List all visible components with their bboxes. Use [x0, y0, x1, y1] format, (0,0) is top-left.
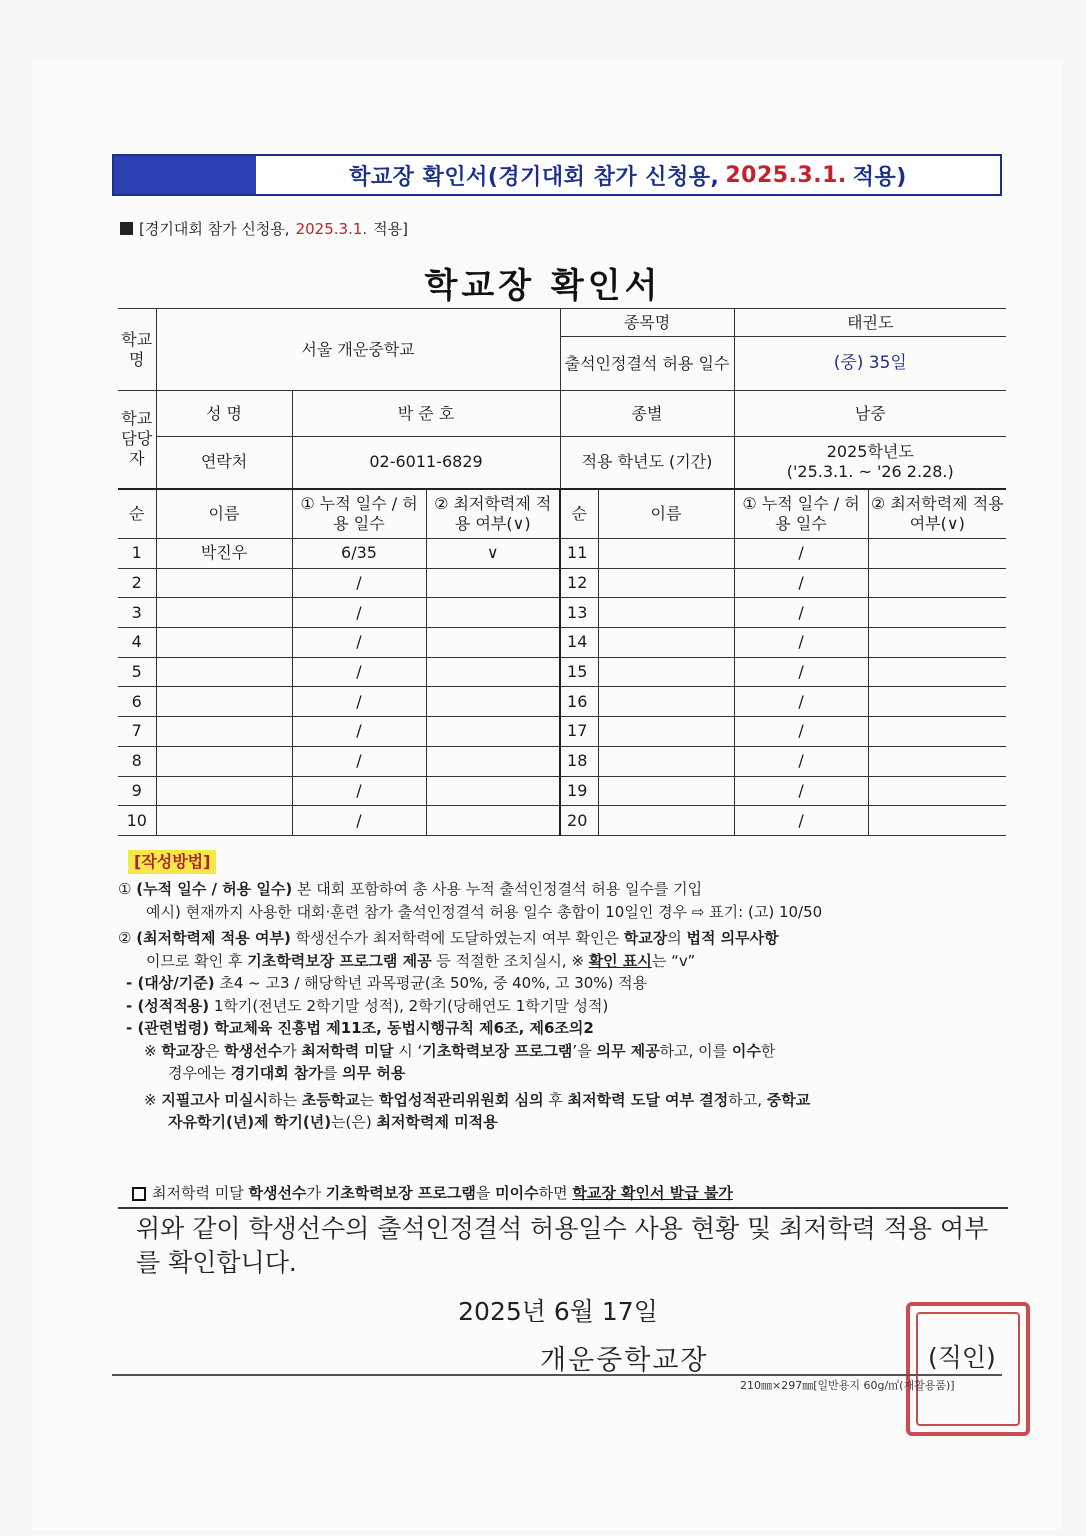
fn-underline: 학교장 확인서 발급 불가: [572, 1184, 733, 1202]
row-min: [426, 776, 560, 806]
n1-t1: 은: [204, 1041, 225, 1060]
row-no: 3: [118, 598, 156, 628]
table-row: [118, 717, 1006, 747]
row-min: [868, 539, 1006, 569]
row-name: [156, 746, 292, 776]
row-min: [426, 687, 560, 717]
detail-1: [118, 972, 1008, 995]
i2-cont-b: 등 적절한 조치실시, ※: [431, 951, 589, 970]
i2-cont-underline: 확인 표시: [588, 951, 652, 970]
i1-bold: (누적 일수 / 허용 일수): [136, 880, 293, 898]
n1-c-b2: 의무 허용: [342, 1064, 406, 1082]
row-days: /: [734, 568, 868, 598]
i2-cont-bold: 기초학력보장 프로그램 제공: [247, 951, 432, 970]
banner-text-a: 학교장 확인서(경기대회 참가 신청용,: [349, 164, 720, 190]
row-days: /: [292, 717, 426, 747]
table-row: [118, 628, 1006, 658]
note-2: [118, 1089, 1008, 1112]
row-days: /: [734, 687, 868, 717]
table-row: [118, 598, 1006, 628]
principal-name: 개운중학교장: [540, 1345, 709, 1376]
col-days-right: ① 누적 일수 / 허용 일수: [734, 489, 868, 539]
instruction-1-example: 예시) 현재까지 사용한 대회·훈련 참가 출석인정결석 허용 일수 총합이 10일인 경우 ⇨ 표기: (고) 10/50: [146, 902, 823, 921]
sub-heading: [120, 218, 408, 239]
row-min: [426, 806, 560, 836]
school-value: 서울 개운중학교: [156, 309, 560, 391]
row-name: 박진우: [156, 539, 292, 569]
subline-text-a: [경기대회 참가 신청용,: [139, 220, 290, 238]
detail-2: [118, 995, 1008, 1018]
row-days: /: [292, 746, 426, 776]
table-row: [118, 806, 1006, 836]
row-no: 7: [118, 717, 156, 747]
row-no: 9: [118, 776, 156, 806]
page-title: 학교장 확인서: [424, 266, 662, 306]
row-days: /: [734, 806, 868, 836]
fn-t2: 가: [306, 1184, 326, 1202]
row-name: [156, 776, 292, 806]
n2-t2: 는: [359, 1090, 379, 1109]
header-banner: [112, 154, 1002, 196]
row-days: /: [734, 746, 868, 776]
fn-b1: 학생선수: [248, 1184, 307, 1202]
n1-t5: 하고, 이를: [659, 1041, 732, 1060]
n2-mark: ※: [144, 1090, 162, 1109]
fn-t1: 최저학력 미달: [152, 1184, 249, 1202]
seal-label: (직인): [928, 1343, 996, 1372]
n2-t3: 후: [543, 1090, 568, 1109]
row-min: [868, 568, 1006, 598]
row-min: [868, 746, 1006, 776]
instructions-heading: [작성방법]: [128, 850, 216, 874]
fn-b2: 기초학력보장 프로그램: [325, 1184, 476, 1202]
row-days: /: [292, 598, 426, 628]
row-no: 20: [560, 806, 598, 836]
row-name: [156, 687, 292, 717]
allowance-value: (중) 35일: [734, 337, 1006, 391]
row-name: [156, 657, 292, 687]
name-value: 박 준 호: [292, 391, 560, 437]
instruction-2-cont: [118, 950, 1008, 973]
row-days: 6/35: [292, 539, 426, 569]
final-note: [118, 1182, 1008, 1209]
n2-c-b2: 최저학력제 미적용: [376, 1113, 498, 1131]
col-name-right: 이름: [598, 489, 734, 539]
row-name: [156, 598, 292, 628]
row-min: [868, 776, 1006, 806]
d1-bold: - (대상/기준): [126, 974, 215, 992]
row-name: [156, 717, 292, 747]
i2-cont-a: 이므로 확인 후: [146, 951, 248, 970]
row-no: 17: [560, 717, 598, 747]
row-no: 12: [560, 568, 598, 598]
arrow-box-icon: [132, 1187, 146, 1201]
row-name: [598, 657, 734, 687]
year-value-line2: ('25.3.1. ~ '26 2.28.): [786, 462, 954, 482]
row-name: [598, 598, 734, 628]
row-no: 8: [118, 746, 156, 776]
row-days: /: [292, 776, 426, 806]
n2-t1: 하는: [268, 1090, 302, 1109]
row-name: [156, 628, 292, 658]
row-days: /: [734, 657, 868, 687]
table-row: [118, 539, 1006, 569]
n2-c-b1: 자유학기(년)제 학기(년): [168, 1113, 332, 1131]
row-no: 2: [118, 568, 156, 598]
n1-mark: ※: [144, 1041, 162, 1060]
gender-value: 남중: [734, 391, 1006, 437]
row-name: [598, 806, 734, 836]
manager-label: 학교 담당자: [118, 391, 156, 489]
n2-t4: 하고,: [728, 1090, 767, 1109]
gender-label: 종별: [560, 391, 734, 437]
contact-label: 연락처: [156, 437, 292, 489]
paper-spec-footnote: 210㎜×297㎜[일반용지 60g/㎡(재활용품)]: [740, 1379, 955, 1392]
table-row: [118, 657, 1006, 687]
row-min: [868, 687, 1006, 717]
n2-b5: 중학교: [766, 1090, 811, 1109]
col-days: ① 누적 일수 / 허용 일수: [292, 489, 426, 539]
i2-text-a: 학생선수가 최저학력에 도달하였는지 여부 확인은: [290, 929, 624, 947]
n1-t4: ’을: [572, 1041, 597, 1060]
circle-one: ①: [118, 880, 132, 898]
row-no: 10: [118, 806, 156, 836]
row-days: /: [734, 628, 868, 658]
year-label: 적용 학년도 (기간): [560, 437, 734, 489]
row-name: [156, 806, 292, 836]
row-no: 5: [118, 657, 156, 687]
instruction-2: [118, 927, 1008, 950]
n1-b4: 기초학력보장 프로그램: [422, 1041, 573, 1060]
n1-b1: 학교장: [161, 1041, 205, 1060]
n2-b3: 학업성적관리위원회 심의: [378, 1090, 544, 1109]
d2-bold: - (성적적용): [126, 996, 210, 1015]
row-days: /: [292, 687, 426, 717]
row-no: 1: [118, 539, 156, 569]
circle-two: ②: [118, 929, 132, 947]
contact-value: 02-6011-6829: [292, 437, 560, 489]
year-value-line1: 2025학년도: [826, 442, 914, 462]
row-no: 15: [560, 657, 598, 687]
table-row: [118, 568, 1006, 598]
n2-c-t1: 는(은): [331, 1113, 377, 1131]
n2-b2: 초등학교: [301, 1090, 360, 1109]
d1-text: 초4 ~ 고3 / 해당학년 과목평균(초 50%, 중 40%, 고 30%) 적용: [214, 974, 648, 992]
table-row: [118, 746, 1006, 776]
n1-t3: 시 ‘: [393, 1041, 423, 1060]
banner-color-bar: [114, 156, 256, 194]
row-days: /: [734, 598, 868, 628]
d3-bold: - (관련법령) 학교체육 진흥법 제11조, 동법시행규칙 제6조, 제6조의2: [126, 1019, 594, 1037]
row-days: /: [292, 568, 426, 598]
n2-b4: 최저학력 도달 여부 결정: [567, 1090, 729, 1109]
allowance-label: 출석인정결석 허용 일수: [560, 337, 734, 391]
subline-text-c: 적용]: [373, 220, 408, 238]
issue-date: 2025년 6월 17일: [458, 1297, 658, 1326]
confirmation-statement: 위와 같이 학생선수의 출석인정결석 허용일수 사용 현황 및 최저학력 적용 여부를 확인합니다.: [136, 1214, 989, 1277]
row-name: [598, 776, 734, 806]
note-1-cont: [118, 1062, 1008, 1085]
fn-t4: 하면: [538, 1184, 573, 1202]
i1-text: 본 대회 포함하여 총 사용 누적 출석인정결석 허용 일수를 기입: [292, 880, 703, 898]
table-row: [118, 776, 1006, 806]
subline-date: 2025.3.1.: [295, 219, 368, 238]
school-label: 학교명: [118, 309, 156, 391]
n1-b2: 학생선수: [224, 1041, 283, 1060]
row-days: /: [734, 539, 868, 569]
n1-c-b1: 경기대회 참가: [230, 1064, 323, 1082]
detail-3: [118, 1017, 1008, 1040]
i2-bold-c: 법적 의무사항: [686, 929, 779, 947]
row-name: [156, 568, 292, 598]
row-days: /: [734, 776, 868, 806]
n1-t6: 한: [760, 1041, 776, 1060]
instruction-1: [118, 878, 1008, 901]
n1-t2: 가: [282, 1041, 302, 1060]
row-min: [426, 628, 560, 658]
row-no: 11: [560, 539, 598, 569]
n1-c-t1: 경우에는: [168, 1064, 231, 1082]
n1-c-t2: 를: [322, 1064, 343, 1082]
d2-text: 1학기(전년도 2학기말 성적), 2학기(당해연도 1학기말 성적): [209, 996, 609, 1015]
square-bullet-icon: [120, 222, 133, 235]
n2-b1: 지필고사 미실시: [161, 1090, 268, 1109]
row-min: [426, 746, 560, 776]
row-min: [868, 717, 1006, 747]
i2-text-b: 의: [667, 929, 687, 947]
n1-b6: 이수: [731, 1041, 761, 1060]
sport-label: 종목명: [560, 309, 734, 337]
row-no: 18: [560, 746, 598, 776]
row-days: /: [734, 717, 868, 747]
col-no: 순: [118, 489, 156, 539]
row-min: [426, 598, 560, 628]
i2-bold-b: 학교장: [623, 929, 668, 947]
table-row: [118, 687, 1006, 717]
banner-title: [256, 156, 1000, 194]
year-value: [734, 437, 1006, 489]
row-min: [868, 657, 1006, 687]
row-name: [598, 628, 734, 658]
row-min: [426, 717, 560, 747]
banner-text-c: 적용): [852, 164, 907, 190]
row-no: 4: [118, 628, 156, 658]
fn-b3: 미이수: [495, 1184, 539, 1202]
row-min: ∨: [426, 539, 560, 569]
row-name: [598, 539, 734, 569]
confirmation-table: [118, 308, 1006, 836]
row-min: [868, 628, 1006, 658]
row-days: /: [292, 657, 426, 687]
col-no-right: 순: [560, 489, 598, 539]
row-name: [598, 687, 734, 717]
row-days: /: [292, 806, 426, 836]
sport-value: 태권도: [734, 309, 1006, 337]
instructions: [118, 850, 1008, 1134]
i2-bold: (최저학력제 적용 여부): [136, 929, 291, 947]
row-no: 16: [560, 687, 598, 717]
row-min: [426, 657, 560, 687]
note-1: [118, 1040, 1008, 1063]
n1-b5: 의무 제공: [596, 1041, 660, 1060]
row-no: 13: [560, 598, 598, 628]
banner-date: 2025.3.1.: [725, 162, 847, 188]
n1-b3: 최저학력 미달: [301, 1041, 394, 1060]
i2-cont-c: 는 “v”: [651, 951, 696, 970]
row-min: [868, 598, 1006, 628]
row-days: /: [292, 628, 426, 658]
row-no: 6: [118, 687, 156, 717]
fn-t3: 을: [475, 1184, 496, 1202]
row-no: 14: [560, 628, 598, 658]
row-name: [598, 717, 734, 747]
col-min: ② 최저학력제 적용 여부(∨): [426, 489, 560, 539]
row-name: [598, 568, 734, 598]
row-no: 19: [560, 776, 598, 806]
note-2-cont: [118, 1111, 1008, 1134]
row-min: [426, 568, 560, 598]
row-min: [868, 806, 1006, 836]
col-min-right: ② 최저학력제 적용 여부(∨): [868, 489, 1006, 539]
row-name: [598, 746, 734, 776]
name-label: 성 명: [156, 391, 292, 437]
bottom-divider: [112, 1374, 1002, 1376]
col-name: 이름: [156, 489, 292, 539]
